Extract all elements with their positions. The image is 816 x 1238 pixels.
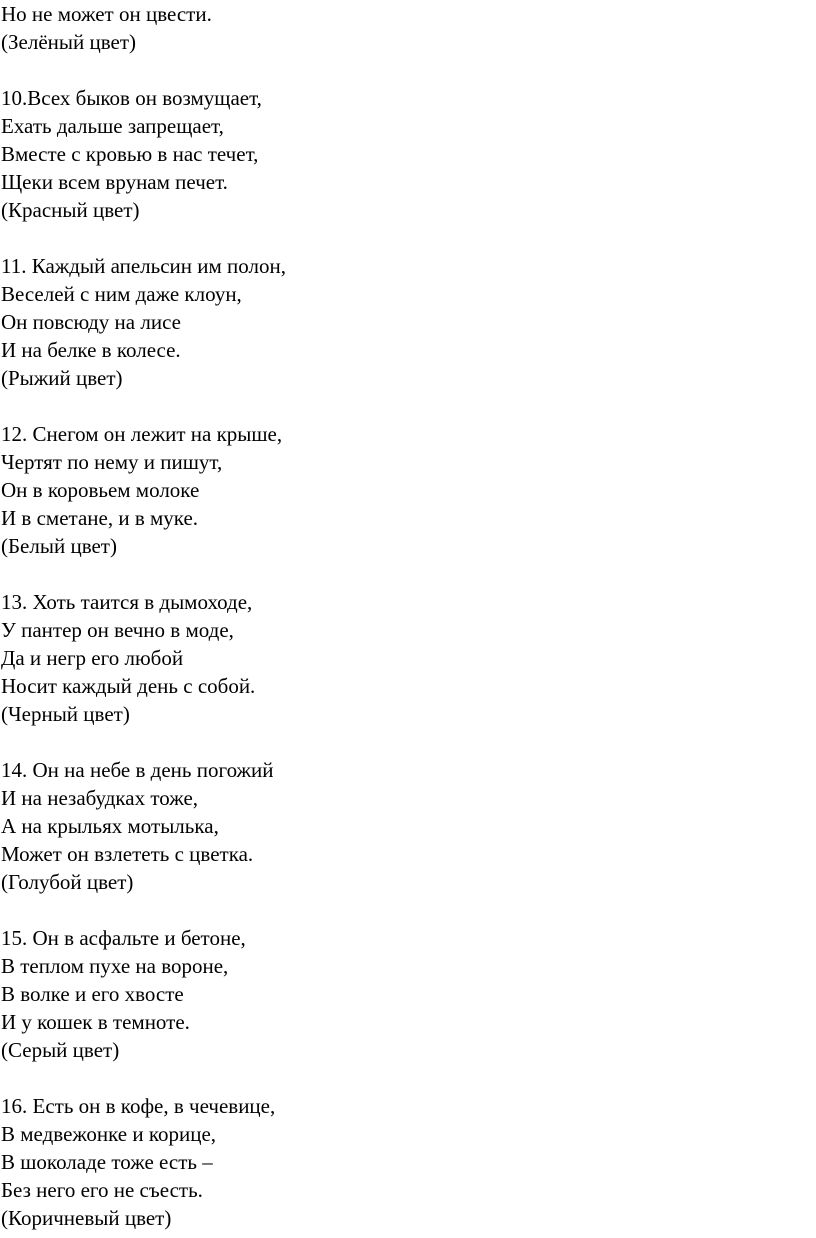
riddle-12 bbox=[1, 420, 286, 560]
riddle-answer: (Зелёный цвет) bbox=[1, 30, 136, 54]
stanza-gap bbox=[1, 392, 286, 420]
poem-line: В теплом пухе на вороне, bbox=[1, 954, 229, 978]
riddle-answer: (Коричневый цвет) bbox=[1, 1206, 172, 1230]
poem-line: Но не может он цвести. bbox=[1, 2, 212, 26]
riddle-14 bbox=[1, 756, 286, 896]
poem-line: Может он взлететь с цветка. bbox=[1, 842, 254, 866]
poem-line: 14. Он на небе в день погожий bbox=[1, 758, 274, 782]
poem-text bbox=[1, 0, 286, 1232]
poem-line: Вместе с кровью в нас течет, bbox=[1, 142, 259, 166]
riddle-answer: (Белый цвет) bbox=[1, 534, 117, 558]
riddle-answer: (Серый цвет) bbox=[1, 1038, 120, 1062]
poem-line: И у кошек в темноте. bbox=[1, 1010, 190, 1034]
stanza-gap bbox=[1, 896, 286, 924]
poem-line: У пантер он вечно в моде, bbox=[1, 618, 234, 642]
poem-line: В шоколаде тоже есть – bbox=[1, 1150, 213, 1174]
riddle-10 bbox=[1, 84, 286, 224]
poem-line: Носит каждый день с собой. bbox=[1, 674, 256, 698]
poem-line: Он повсюду на лисе bbox=[1, 310, 181, 334]
poem-line: В медвежонке и корице, bbox=[1, 1122, 217, 1146]
riddle-16 bbox=[1, 1092, 286, 1232]
stanza-gap bbox=[1, 1064, 286, 1092]
poem-line: Ехать дальше запрещает, bbox=[1, 114, 224, 138]
poem-line: 10.Всех быков он возмущает, bbox=[1, 86, 262, 110]
riddle-answer: (Красный цвет) bbox=[1, 198, 140, 222]
stanza-gap bbox=[1, 56, 286, 84]
poem-line: 12. Снегом он лежит на крыше, bbox=[1, 422, 283, 446]
riddle-fragment bbox=[1, 0, 286, 56]
riddle-11 bbox=[1, 252, 286, 392]
poem-line: Чертят по нему и пишут, bbox=[1, 450, 223, 474]
riddle-15 bbox=[1, 924, 286, 1064]
poem-line: И в сметане, и в муке. bbox=[1, 506, 199, 530]
poem-line: В волке и его хвосте bbox=[1, 982, 184, 1006]
poem-line: 11. Каждый апельсин им полон, bbox=[1, 254, 286, 278]
poem-line: Веселей с ним даже клоун, bbox=[1, 282, 242, 306]
stanza-gap bbox=[1, 560, 286, 588]
riddle-answer: (Рыжий цвет) bbox=[1, 366, 123, 390]
poem-line: 15. Он в асфальте и бетоне, bbox=[1, 926, 246, 950]
riddle-answer: (Черный цвет) bbox=[1, 702, 130, 726]
poem-line: Без него его не съесть. bbox=[1, 1178, 203, 1202]
poem-line: 13. Хоть таится в дымоходе, bbox=[1, 590, 253, 614]
poem-line: И на незабудках тоже, bbox=[1, 786, 199, 810]
poem-line: Щеки всем врунам печет. bbox=[1, 170, 228, 194]
poem-line: Да и негр его любой bbox=[1, 646, 184, 670]
poem-line: А на крыльях мотылька, bbox=[1, 814, 219, 838]
poem-line: 16. Есть он в кофе, в чечевице, bbox=[1, 1094, 276, 1118]
stanza-gap bbox=[1, 728, 286, 756]
riddle-13 bbox=[1, 588, 286, 728]
poem-line: И на белке в колесе. bbox=[1, 338, 181, 362]
riddle-answer: (Голубой цвет) bbox=[1, 870, 134, 894]
stanza-gap bbox=[1, 224, 286, 252]
poem-line: Он в коровьем молоке bbox=[1, 478, 200, 502]
